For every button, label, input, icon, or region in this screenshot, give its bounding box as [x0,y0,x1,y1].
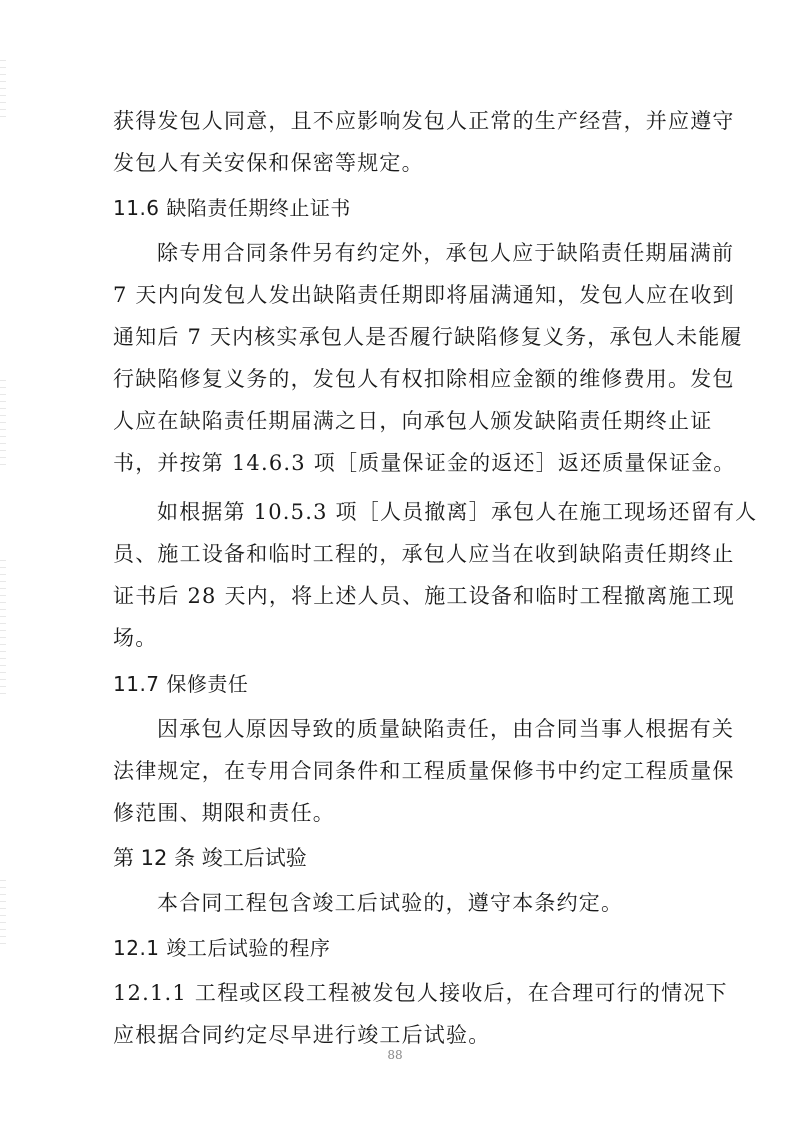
text-line: 法律规定，在专用合同条件和工程质量保修书中约定工程质量保 [113,759,735,783]
text-line: 员、施工设备和临时工程的，承包人应当在收到缺陷责任期终止 [113,542,735,566]
text-line: 应根据合同约定尽早进行竣工后试验。 [113,1023,491,1047]
section-heading-11-7: 11.7 保修责任 [113,672,249,696]
text-line: 通知后 7 天内核实承包人是否履行缺陷修复义务，承包人未能履 [113,325,743,349]
page-number: 88 [387,1048,403,1062]
text-line: 证书后 28 天内，将上述人员、施工设备和临时工程撤离施工现 [113,584,736,608]
text-line: 修范围、期限和责任。 [113,801,335,825]
text-line: 人应在缺陷责任期届满之日，向承包人颁发缺陷责任期终止证 [113,409,713,433]
text-line: 行缺陷修复义务的，发包人有权扣除相应金额的维修费用。发包 [113,367,735,391]
article-heading-12: 第 12 条 竣工后试验 [113,846,307,870]
text-line: 因承包人原因导致的质量缺陷责任，由合同当事人根据有关 [157,717,735,741]
text-line: 本合同工程包含竣工后试验的，遵守本条约定。 [157,891,624,915]
section-heading-11-6: 11.6 缺陷责任期终止证书 [113,196,351,220]
scan-edge-mark [0,880,6,950]
text-line: 如根据第 10.5.3 项［人员撤离］承包人在施工现场还留有人 [157,500,758,524]
scan-edge-mark [0,560,6,700]
scan-edge-mark [0,380,6,470]
text-line: 发包人有关安保和保密等规定。 [113,151,424,175]
text-line: 获得发包人同意，且不应影响发包人正常的生产经营，并应遵守 [113,109,735,133]
text-line: 12.1.1 工程或区段工程被发包人接收后，在合理可行的情况下 [113,981,728,1005]
text-line: 场。 [113,626,158,650]
text-line: 7 天内向发包人发出缺陷责任期即将届满通知，发包人应在收到 [113,283,735,307]
text-line: 除专用合同条件另有约定外，承包人应于缺陷责任期届满前 [157,241,735,265]
text-line: 书，并按第 14.6.3 项［质量保证金的返还］返还质量保证金。 [113,451,736,475]
scan-edge-mark [0,60,6,120]
section-heading-12-1: 12.1 竣工后试验的程序 [113,936,331,960]
